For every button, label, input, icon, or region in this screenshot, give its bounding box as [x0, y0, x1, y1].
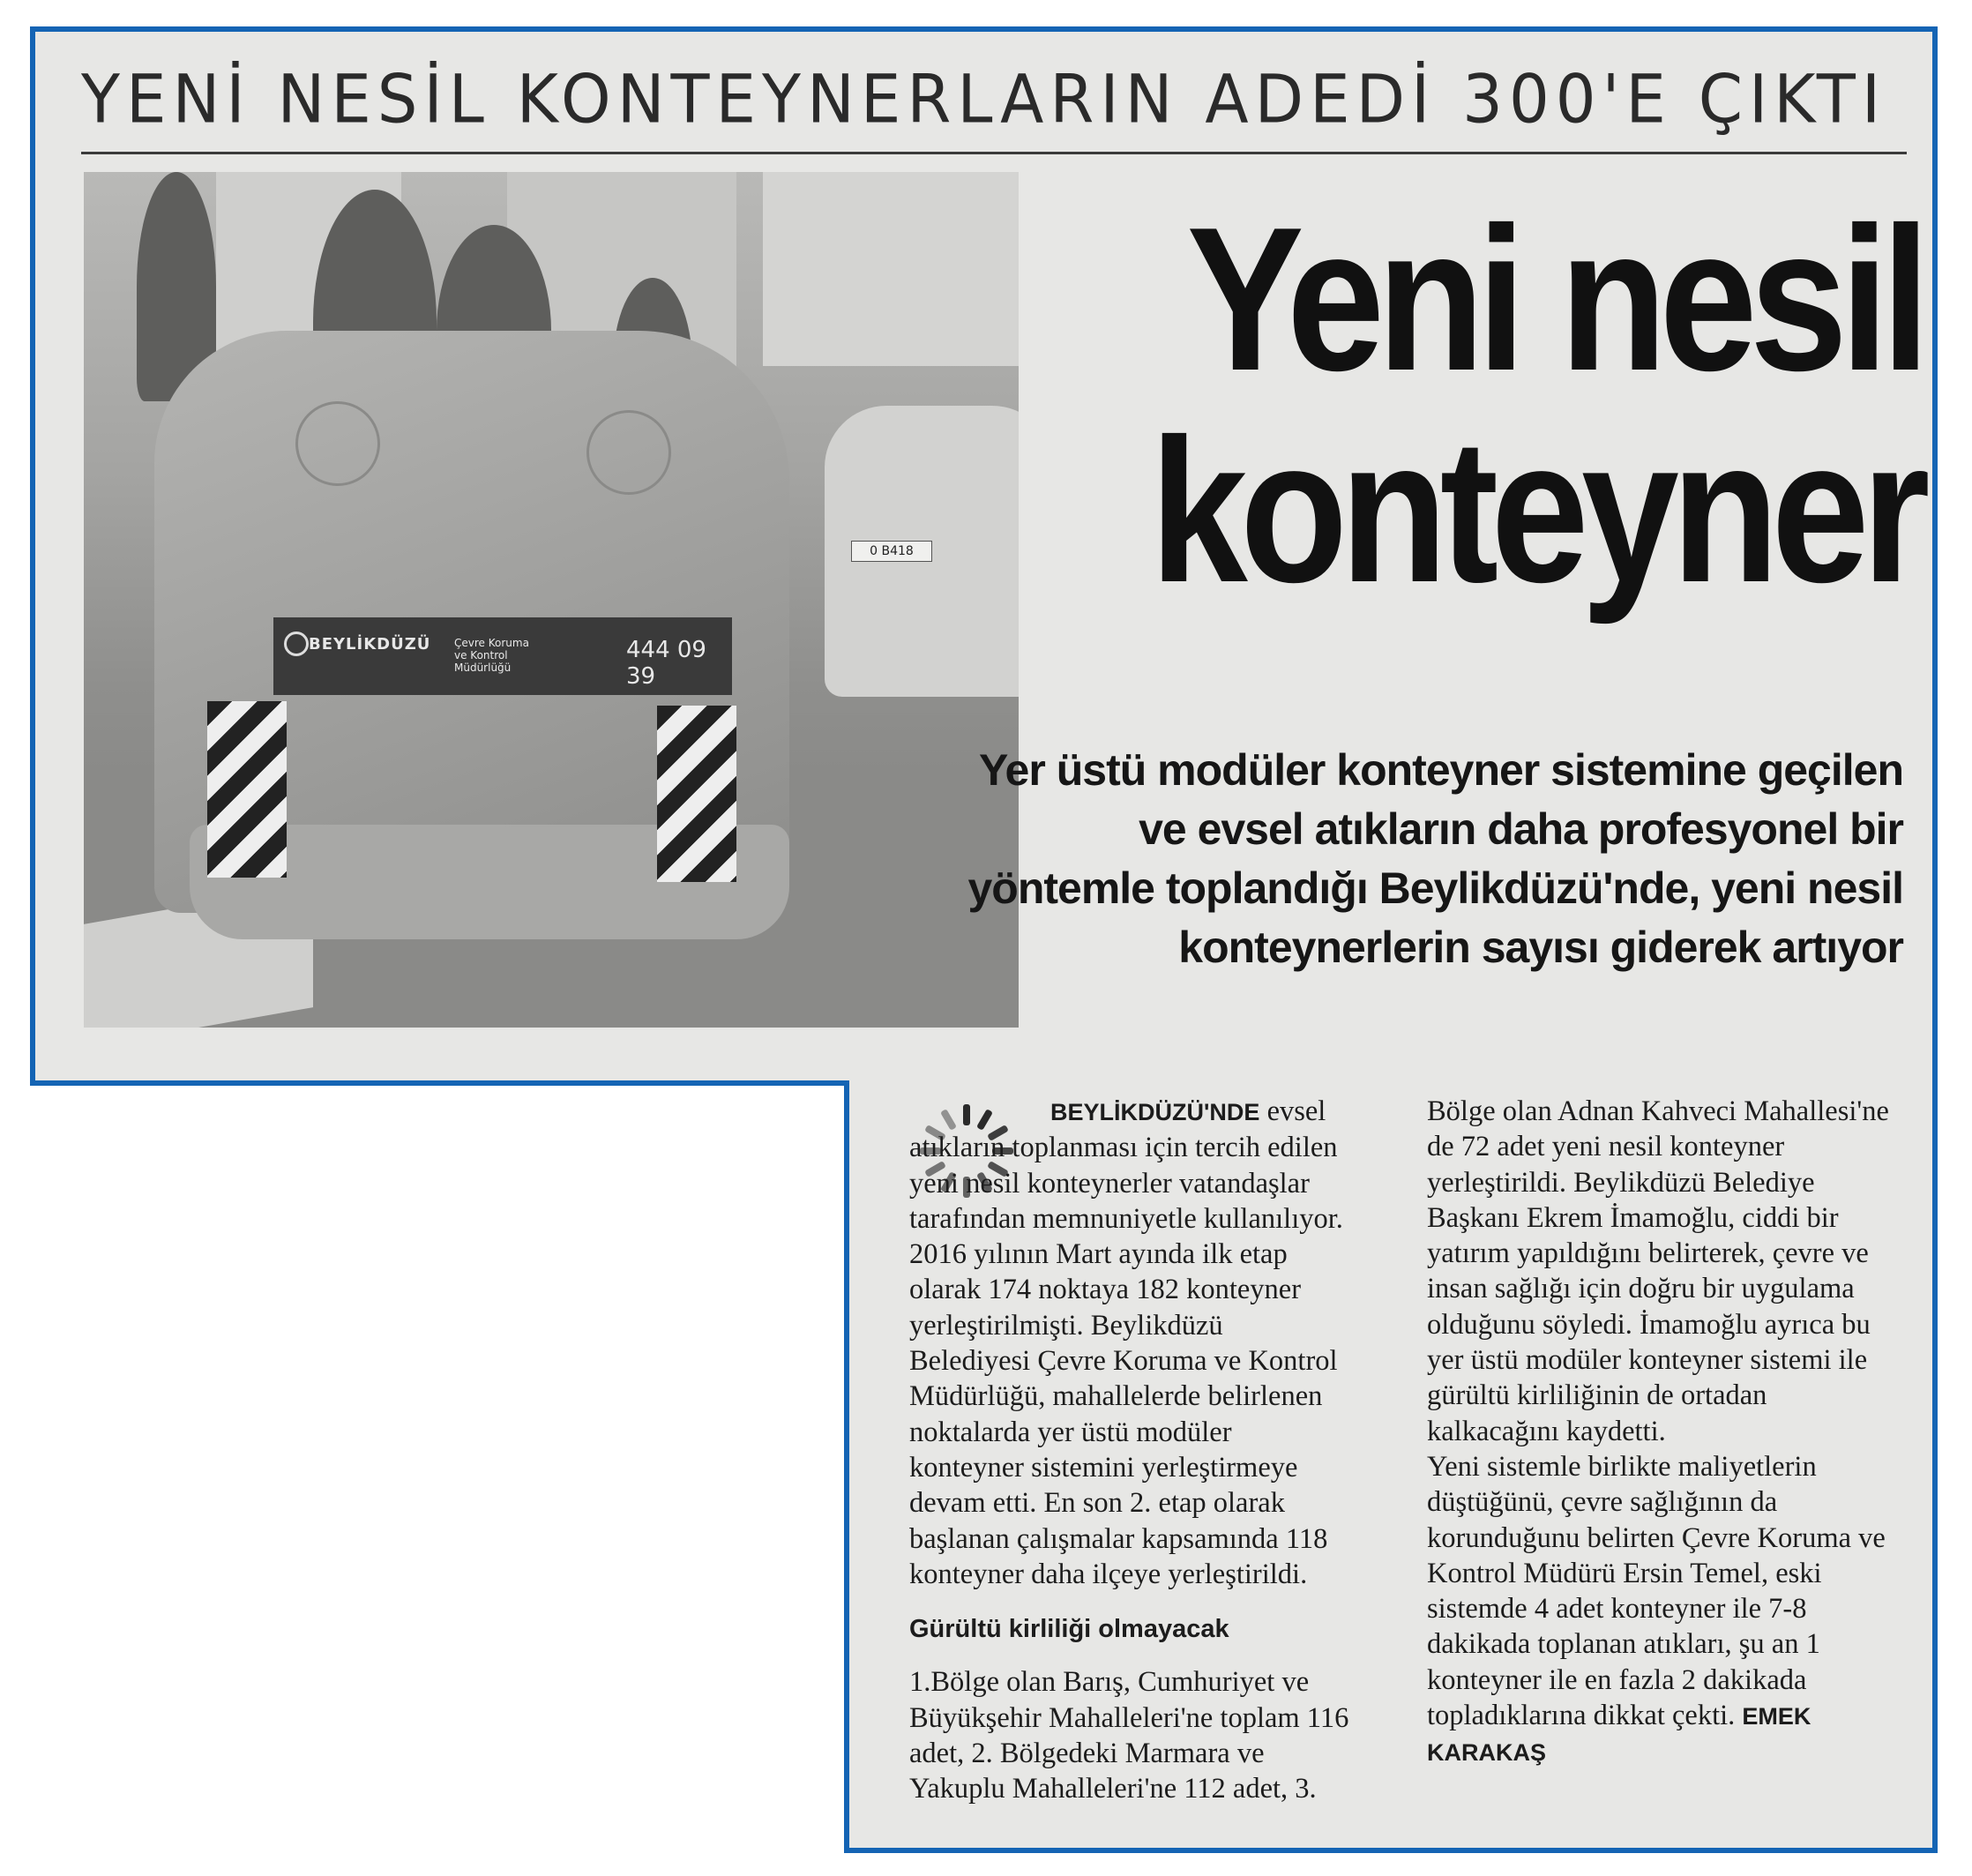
- byline: EMEK KARAKAŞ: [1427, 1703, 1811, 1767]
- car-plate: 0 B418: [851, 541, 932, 562]
- main-headline: [1103, 185, 1923, 625]
- hazard-chevrons: [657, 706, 736, 882]
- deck-subheadline: Yer üstü modüler konteyner sistemine geçilen ve evsel atıkların daha profesyonel bir yöntemle toplandığı Beylikdüzü'nde, yeni nesil konteynerlerin sayısı giderek artıyor: [967, 745, 1903, 972]
- hazard-chevrons: [207, 701, 287, 878]
- municipality-logo-icon: [284, 632, 309, 656]
- paragraph-1: [909, 1094, 1350, 1592]
- panel-brand: BEYLİKDÜZÜ: [309, 635, 431, 654]
- article-body-left: [909, 1094, 1350, 1807]
- paragraph-2-continued: Bölge olan Adnan Kahveci Mahallesi'ne de 72 adet yeni nesil konteyner yerleştirildi. Beylikdüzü Belediye Başkanı Ekrem İmamoğlu, ciddi bir yatırım yapıldığını belirterek, çevre ve insan sağlığı için doğru bir uygulama olduğunu söyledi. İmamoğlu ayrıca bu yer üstü modüler konteyner sistemi ile gürültü kirliliğinin de ortadan kalkacağını kaydetti.: [1427, 1095, 1889, 1447]
- paragraph-2-text: 1.Bölge olan Barış, Cumhuriyet ve Büyükşehir Mahalleleri'ne toplam 116 adet, 2. Bölgedeki Marmara ve Yakuplu Mahalleleri'ne 112 adet, 3.: [909, 1666, 1349, 1805]
- article-photo: [84, 172, 1019, 1028]
- building: [763, 172, 1019, 366]
- subheading: Gürültü kirliliği olmayacak: [909, 1615, 1229, 1644]
- container-label-panel: [273, 617, 732, 695]
- clipping-frame-step: [30, 1080, 849, 1086]
- paragraph-3: [1427, 1449, 1894, 1771]
- headline-line-2: konteyner: [1149, 397, 1923, 625]
- lid-circle: [586, 410, 671, 495]
- paragraph-3-text: Yeni sistemle birlikte maliyetlerin düştüğünü, çevre sağlığının da korunduğunu belirten Çevre Koruma ve Kontrol Müdürü Ersin Temel, eski sistemde 4 adet konteyner ile 7-8 dakikada toplanan atıkları, şu an 1 konteyner ile en fazla 2 dakikada topladıklarına dikkat çekti.: [1427, 1450, 1886, 1732]
- panel-phone: 444 09 39: [626, 637, 706, 690]
- kicker-headline: YENİ NESİL KONTEYNERLARIN ADEDİ 300'E ÇIKTI: [81, 59, 1887, 138]
- panel-department: Çevre Koruma ve Kontrol Müdürlüğü: [454, 637, 529, 674]
- headline-line-1: Yeni nesil: [1186, 185, 1923, 414]
- lead-in: BEYLİKDÜZÜ'NDE: [1050, 1099, 1260, 1125]
- paragraph-2-start: [909, 1664, 1350, 1806]
- article-body-right: [1427, 1094, 1894, 1771]
- paragraph-1-text: evsel atıkların toplanması için tercih edilen yeni nesil konteynerler vatandaşlar tarafından memnuniyetle kullanılıyor. 2016 yılının Mart ayında ilk etap olarak 174 noktaya 182 konteyner yerleştirilmişti. Beylikdüzü Belediyesi Çevre Koruma ve Kontrol Müdürlüğü, mahallelerde belirlenen noktalarda yer üstü modüler konteyner sistemini yerleştirmeye devam etti. En son 2. etap olarak başlanan çalışmalar kapsamında 118 konteyner daha ilçeye yerleştirildi.: [909, 1095, 1343, 1590]
- lid-circle: [295, 401, 380, 486]
- kicker-rule: [81, 152, 1907, 154]
